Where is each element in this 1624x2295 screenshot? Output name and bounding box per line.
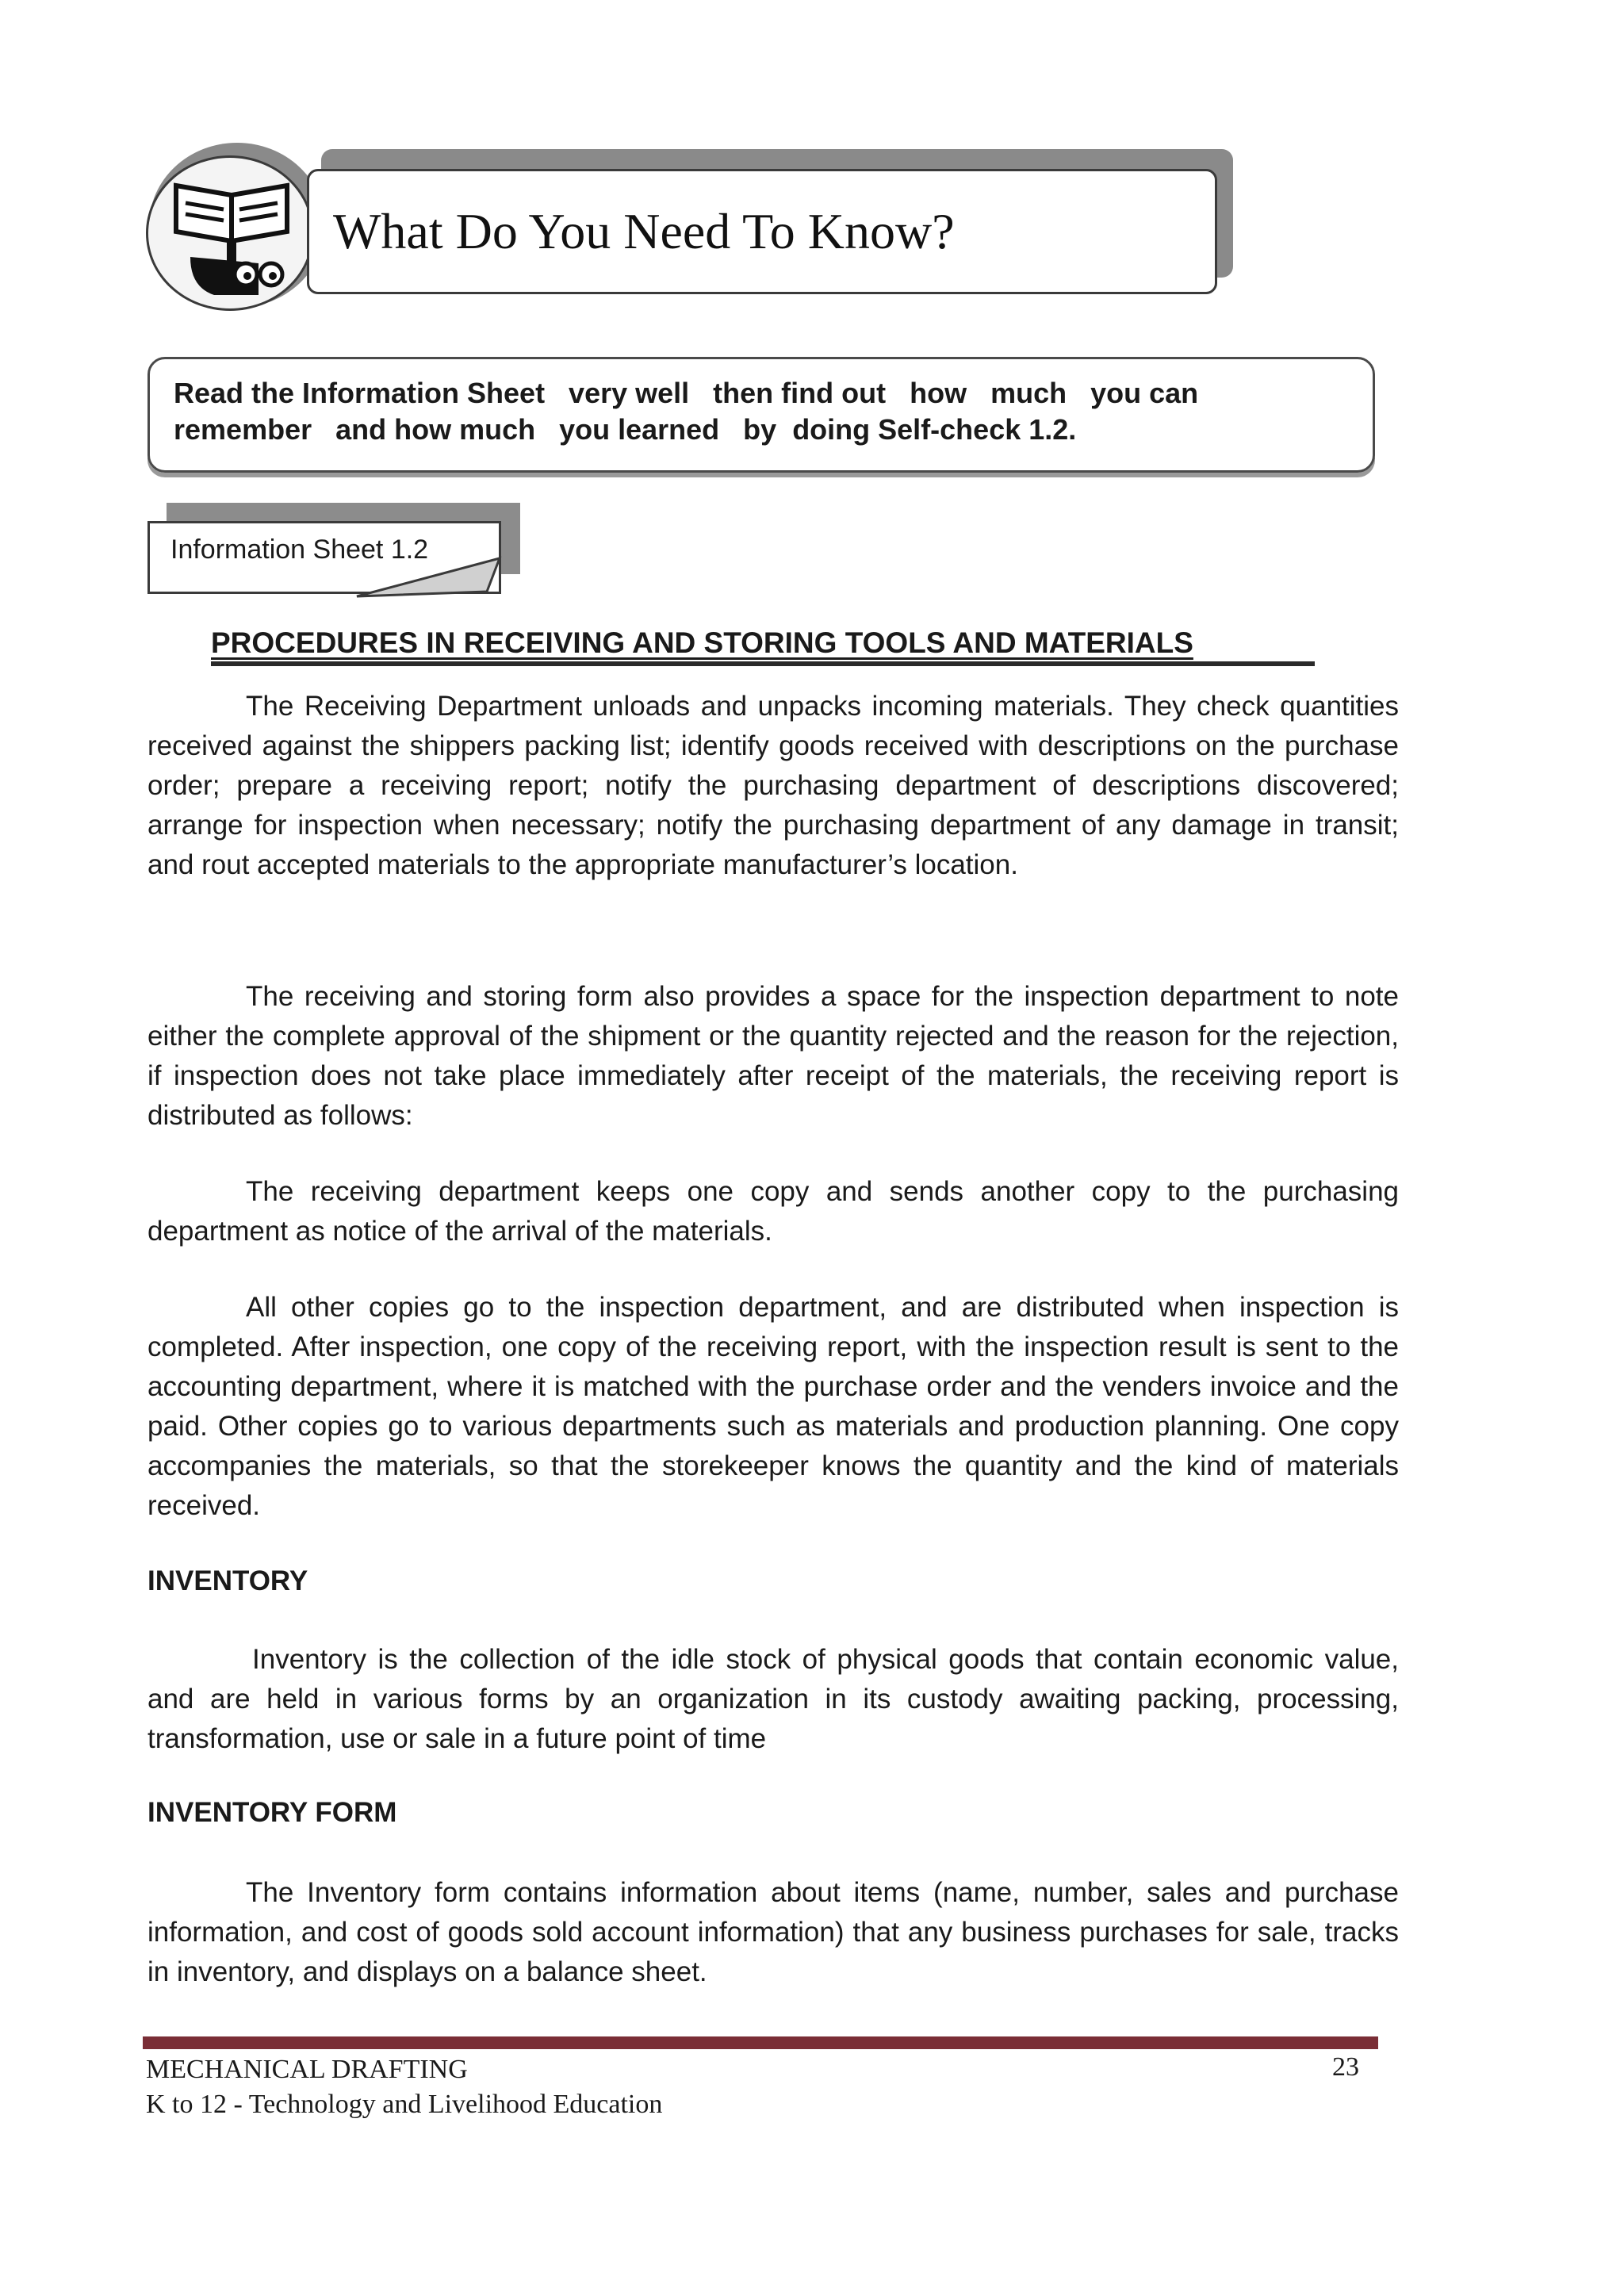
heading-underline — [211, 661, 1315, 666]
paragraph-receiving-department: The Receiving Department unloads and unpacks incoming materials. They check quantities received against the shippers packing list; identify goods received with descriptions on the purchase order; prepare a receiving report; notify the purchasing department of descriptions discovered; arrange for inspection when necessary; notify the purchasing department of any damage in transit; and rout accepted materials to the appropriate manufacturer’s location. — [147, 691, 1399, 880]
instruction-line-2: remember and how much you learned by doing Self-check 1.2. — [174, 413, 1077, 446]
paragraph-copies-purchasing: The receiving department keeps one copy and sends another copy to the purchasing department as notice of the arrival of the materials. — [147, 1176, 1399, 1247]
page-fold-icon — [349, 555, 523, 600]
footer-program: K to 12 - Technology and Livelihood Education — [146, 2090, 663, 2119]
subheading-inventory: INVENTORY — [147, 1565, 308, 1596]
footer-subject: MECHANICAL DRAFTING — [146, 2055, 468, 2084]
section-heading: PROCEDURES IN RECEIVING AND STORING TOOLS AND MATERIALS — [211, 626, 1193, 659]
page-number: 23 — [1332, 2052, 1359, 2082]
subheading-inventory-form: INVENTORY FORM — [147, 1797, 397, 1828]
footer-text — [146, 2052, 662, 2122]
paragraph-inventory: Inventory is the collection of the idle stock of physical goods that contain economic value, and are held in various forms by an organization in its custody awaiting packing, processing, transformation, use or sale in a future point of time — [147, 1644, 1399, 1754]
instruction-line-1: Read the Information Sheet very well then find out how much you can — [174, 377, 1199, 409]
paragraph-receiving-form: The receiving and storing form also provides a space for the inspection department to note either the complete approval of the shipment or the quantity rejected and the reason for the rejection, if inspection does not take place immediately after receipt of the materials, the receiving report is distributed as follows: — [147, 981, 1399, 1131]
page-title: What Do You Need To Know? — [333, 203, 955, 259]
paragraph-inventory-form: The Inventory form contains information about items (name, number, sales and purchase information, and cost of goods sold account information) that any business purchases for sale, tracks in inventory, and displays on a balance sheet. — [147, 1877, 1399, 1987]
paragraph-other-copies: All other copies go to the inspection department, and are distributed when inspection is completed. After inspection, one copy of the receiving report, with the inspection result is sent to the accounting department, where it is matched with the purchase order and the venders invoice and the paid. Other copies go to various departments such as materials and production planning. One copy accompanies the materials, so that the storekeeper knows the quantity and the kind of materials received. — [147, 1292, 1399, 1521]
instruction-box — [147, 357, 1375, 473]
info-sheet-label: Information Sheet 1.2 — [170, 534, 429, 565]
title-banner — [307, 169, 1217, 294]
footer-bar — [143, 2036, 1378, 2049]
reading-person-icon — [159, 168, 309, 305]
